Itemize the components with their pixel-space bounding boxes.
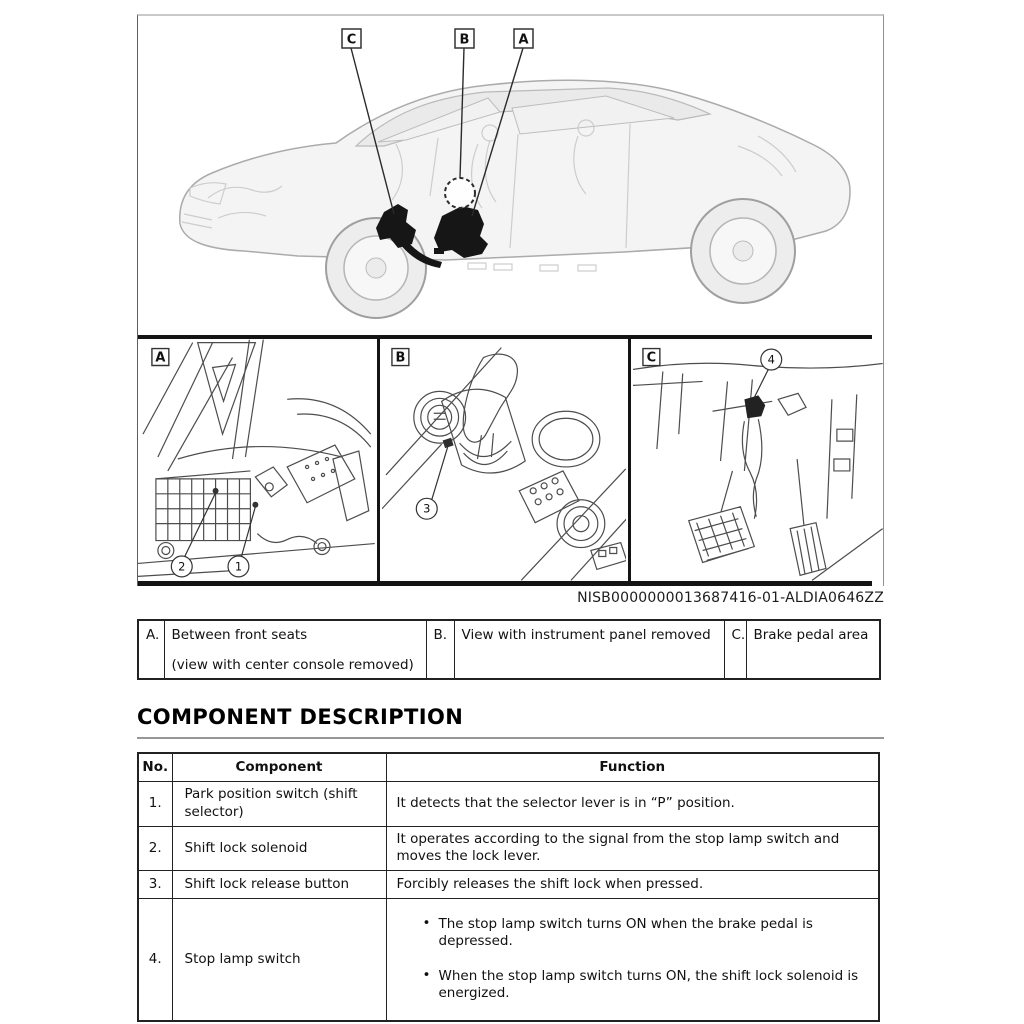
row4-function <box>386 898 879 1021</box>
panel-c-illustration <box>633 339 883 581</box>
panel-b-callout-3: 3 <box>422 501 431 516</box>
location-key-b: B. <box>426 620 454 679</box>
location-desc-a-line1: Between front seats <box>171 627 308 643</box>
panel-b-release-button <box>442 438 453 448</box>
figure-bottom-band <box>138 581 872 586</box>
panel-a-label: A <box>155 350 166 366</box>
page-content <box>137 0 884 1022</box>
location-desc-a <box>164 620 426 679</box>
panel-c-callout-4: 4 <box>767 352 776 367</box>
location-key-row <box>138 620 880 679</box>
panel-b-callouts <box>416 447 447 519</box>
car-overview-illustration <box>138 16 883 335</box>
component-table-header-row <box>138 753 879 782</box>
detail-panels <box>138 339 883 581</box>
panel-a-label-box <box>152 349 169 366</box>
component-b-dashed-marker <box>445 178 475 208</box>
header-component: Component <box>172 753 386 782</box>
function-bullet-list <box>421 916 871 1003</box>
bullet-item: • The stop lamp switch turns ON when the brake pedal is depressed. <box>421 916 871 951</box>
location-desc-b: View with instrument panel removed <box>454 620 724 679</box>
panel-divider <box>628 339 631 581</box>
panel-a-illustration <box>138 339 375 581</box>
row3-no: 3. <box>138 870 172 898</box>
panel-c-label: C <box>647 350 657 366</box>
callout-box-a <box>514 29 533 48</box>
row3-function: Forcibly releases the shift lock when pressed. <box>386 870 879 898</box>
rear-wheel <box>691 199 795 303</box>
row1-function: It detects that the selector lever is in “P” position. <box>386 781 879 826</box>
row4-no: 4. <box>138 898 172 1021</box>
row3-component: Shift lock release button <box>172 870 386 898</box>
panel-b-lines <box>382 348 627 581</box>
callout-box-b <box>455 29 474 48</box>
panel-a-callout-1: 1 <box>234 559 243 574</box>
row2-no: 2. <box>138 826 172 870</box>
location-desc-a-line2: (view with center console removed) <box>171 656 414 673</box>
row1-no: 1. <box>138 781 172 826</box>
table-row <box>138 781 879 826</box>
location-desc-c: Brake pedal area <box>746 620 880 679</box>
callout-letter-a: A <box>518 32 529 48</box>
header-function: Function <box>386 753 879 782</box>
callout-box-c <box>342 29 361 48</box>
panel-a-callout-2: 2 <box>178 559 186 574</box>
component-description-table <box>137 752 880 1022</box>
table-row <box>138 898 879 1021</box>
row2-component: Shift lock solenoid <box>172 826 386 870</box>
table-row <box>138 826 879 870</box>
row1-component: Park position switch (shift selector) <box>172 781 386 826</box>
bullet-item: • When the stop lamp switch turns ON, the shift lock solenoid is energized. <box>421 968 871 1003</box>
callout-letter-c: C <box>346 32 357 48</box>
panel-c-stop-lamp-switch <box>745 395 766 418</box>
panel-b-illustration <box>382 339 627 581</box>
location-key-c: C. <box>724 620 746 679</box>
row4-component: Stop lamp switch <box>172 898 386 1021</box>
section-title: COMPONENT DESCRIPTION <box>137 704 464 729</box>
row2-function: It operates according to the signal from the stop lamp switch and moves the lock lever. <box>386 826 879 870</box>
component-location-figure <box>137 14 884 586</box>
panel-divider <box>377 339 380 581</box>
table-row <box>138 870 879 898</box>
location-key-a: A. <box>138 620 164 679</box>
panel-b-label: B <box>395 350 406 366</box>
figure-reference-code: NISB0000000013687416-01-ALDIA0646ZZ <box>577 590 884 606</box>
panel-c-label-box <box>643 349 660 366</box>
section-title-rule <box>137 737 884 739</box>
panel-a-pointed-parts <box>213 488 259 508</box>
panel-b-label-box <box>392 349 409 366</box>
panel-a-lines <box>138 340 375 577</box>
callout-letter-b: B <box>459 32 470 48</box>
location-key-table <box>137 619 881 680</box>
header-no: No. <box>138 753 172 782</box>
